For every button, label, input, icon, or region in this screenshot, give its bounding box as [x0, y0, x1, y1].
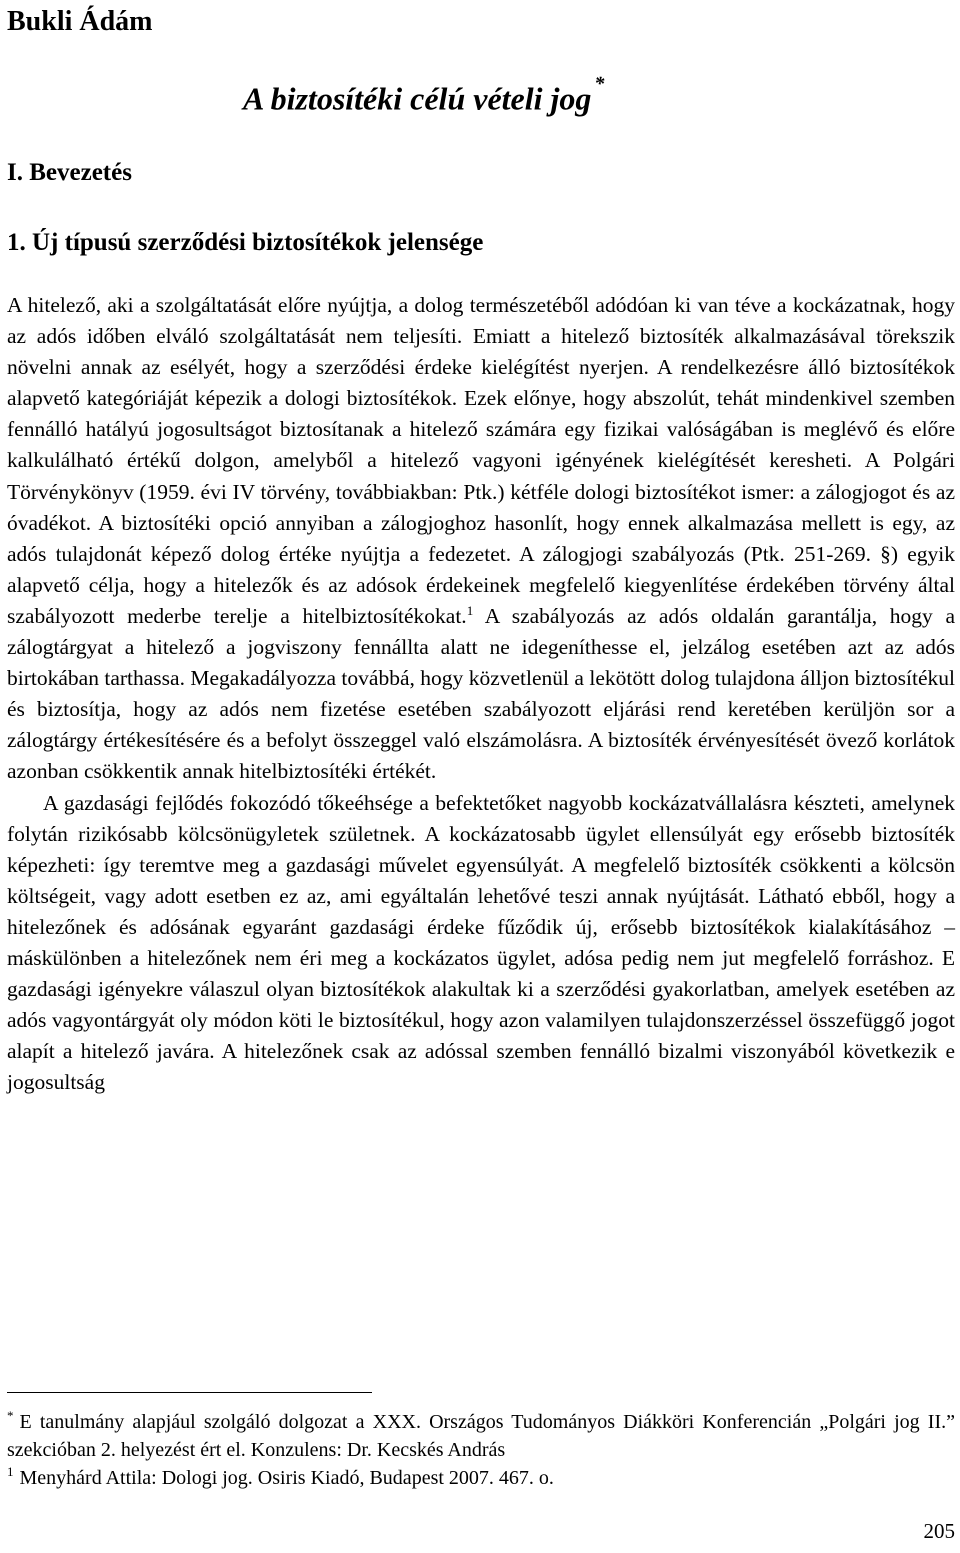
footnote-text: Menyhárd Attila: Dologi jog. Osiris Kiadó, Budapest 2007. 467. o.	[19, 1467, 554, 1489]
document-page	[7, 0, 955, 1553]
article-title-text: A biztosítéki célú vételi jog	[243, 80, 592, 117]
footnote-text: E tanulmány alapjául szolgáló dolgozat a XXX. Országos Tudományos Diákköri Konferencián „Polgári jog II.” szekcióban 2. helyezést ért el. Konzulens: Dr. Kecskés András	[7, 1411, 955, 1461]
paragraph-1-part-2: A szabályozás az adós oldalán garantálja, hogy a zálogtárgyat a hitelező a jogviszony fennállta alatt ne idegeníthesse el, jelzálog esetében azt az adós birtokában tarthassa. Megakadályozza továbbá, hogy közvetlenül a lekötött dolog tulajdona álljon biztosítékul és biztosítja, hogy az adós nem fizetése esetében szabályozott eljárási rend keretében kerüljön sor a zálogtárgy értékesítésére és a befolyt összeggel való elszámolásra. A biztosíték érvényesítését övező korlátok azonban csökkentik annak hitelbiztosítéki értékét.	[7, 603, 955, 784]
page-number: 205	[923, 1519, 955, 1543]
paragraph-1	[7, 290, 955, 788]
article-title	[243, 72, 604, 119]
footnote-item	[7, 1464, 955, 1492]
footnote-mark: *	[7, 1408, 14, 1424]
footnote-ref-1: 1	[466, 602, 474, 618]
title-footnote-mark: *	[594, 73, 605, 95]
footnote-mark: 1	[7, 1464, 14, 1480]
footnote-item	[7, 1408, 955, 1464]
footnote-separator	[7, 1392, 372, 1393]
paragraph-2: A gazdasági fejlődés fokozódó tőkeéhsége a befektetőket nagyobb kockázatvállalásra készteti, amelynek folytán rizikósabb kölcsönügyletek születnek. A kockázatosabb ügylet ellensúlyát egy erősebb biztosíték képezheti: így teremtve meg a gazdasági művelet egyensúlyát. A megfelelő biztosíték csökkenti a kölcsön költségeit, vagy adott esetben ez az, ami egyáltalán lehetővé teszi annak nyújtását. Látható ebből, hogy a hitelezőnek és adósának egyaránt gazdasági érdeke fűződik új, erősebb biztosítékok kialakításához – máskülönben a hitelezőnek nem éri meg a kockázatos ügylet, adósa pedig nem jut megfelelő forráshoz. E gazdasági igényekre válaszul olyan biztosítékok alakultak ki a szerződési gyakorlatban, amelyek esetében az adós vagyontárgyát oly módon köti le biztosítékul, hogy azon valamilyen tulajdonszerzéssel összefüggő jogot alapít a hitelező javára. A hitelezőnek csak az adóssal szemben fennálló bizalmi viszonyából következik e jogosultság	[7, 790, 955, 1095]
chapter-heading: I. Bevezetés	[7, 159, 132, 186]
author-name: Bukli Ádám	[7, 6, 153, 37]
body-text	[7, 290, 955, 1098]
subsection-heading: 1. Új típusú szerződési biztosítékok jelensége	[7, 229, 484, 256]
footnotes	[7, 1408, 955, 1492]
paragraph-1-part-1: A hitelező, aki a szolgáltatását előre nyújtja, a dolog természetéből adódóan ki van téve a kockázatnak, hogy az adós időben elváló szolgáltatását nem teljesíti. Emiatt a hitelező biztosíték alkalmazásával törekszik növelni annak az esélyét, hogy a szerződési érdeke kielégítést nyerjen. A rendelkezésre álló biztosítékok alapvető kategóriáját képezik a dologi biztosítékok. Ezek előnye, hogy abszolút, tehát mindenkivel szemben fennálló hatályú jogosultságot biztosítanak a hitelező számára egy fizikai valóságában is meglévő és előre kalkulálható értékű dolgon, amelyből a hitelező vagyoni igényének kielégítését keresheti. A Polgári Törvénykönyv (1959. évi IV törvény, továbbiakban: Ptk.) kétféle dologi biztosítékot ismer: a zálogjogot és az óvadékot. A biztosítéki opció annyiban a zálogjoghoz hasonlít, hogy ennek alkalmazása mellett is egy, az adós tulajdonát képező dolog értéke nyújtja a fedezetet. A zálogjogi szabályozás (Ptk. 251-269. §) egyik alapvető célja, hogy a hitelezők és az adósok érdekeinek megfelelő kiegyenlítése érdekében törvény által szabályozott mederbe terelje a hitelbiztosítékokat.	[7, 293, 955, 628]
